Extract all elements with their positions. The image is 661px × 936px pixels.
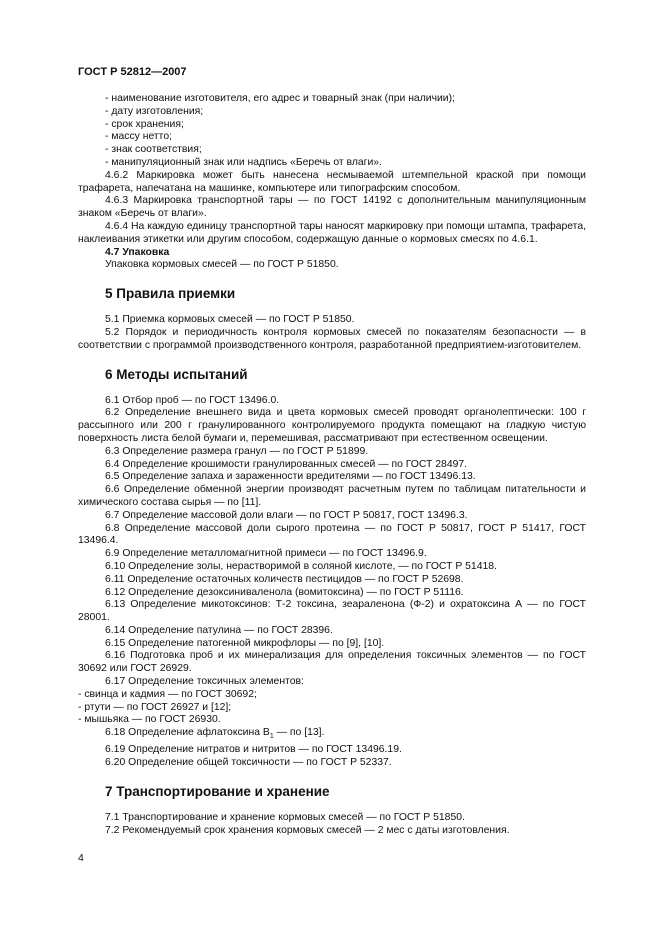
paragraph-6-13: 6.13 Определение микотоксинов: Т-2 токсина, зеараленона (Ф-2) и охратоксина А — по ГОСТ 28001. (78, 599, 586, 624)
paragraph-6-18-text: 6.18 Определение афлатоксина B (105, 727, 270, 739)
paragraph-6-16: 6.16 Подготовка проб и их минерализация для определения токсичных элементов — по ГОСТ 30692 или ГОСТ 26929. (78, 650, 586, 675)
paragraph-6-1: 6.1 Отбор проб — по ГОСТ 13496.0. (105, 394, 280, 406)
subsection-heading-4-7: 4.7 Упаковка (105, 246, 170, 258)
list-item: - ртути — по ГОСТ 26927 и [12]; (78, 701, 232, 713)
paragraph-6-4: 6.4 Определение крошимости гранулированных смесей — по ГОСТ 28497. (105, 458, 468, 470)
paragraph-6-14: 6.14 Определение патулина — по ГОСТ 28396. (105, 624, 333, 636)
paragraph-6-17: 6.17 Определение токсичных элементов: (105, 676, 304, 688)
paragraph-6-12: 6.12 Определение дезоксиниваленола (вомитоксина) — по ГОСТ Р 51116. (105, 586, 464, 598)
section-heading-6: 6 Методы испытаний (105, 366, 248, 382)
page-number: 4 (78, 853, 84, 864)
paragraph-6-20: 6.20 Определение общей токсичности — по ГОСТ Р 52337. (105, 756, 392, 768)
paragraph-4-7: Упаковка кормовых смесей — по ГОСТ Р 51850. (105, 259, 339, 271)
paragraph-6-2: 6.2 Определение внешнего вида и цвета кормовых смесей проводят органолептически: 100 г рассыпного или 200 г гранулированного контролируемого продукта помещают на гладкую чистую поверхность листа белой бумаги и, перемешивая, рассматривают при естественном освещении. (78, 407, 586, 444)
section-heading-7: 7 Транспортирование и хранение (105, 783, 330, 799)
paragraph-4-6-2: 4.6.2 Маркировка может быть нанесена несмываемой штемпельной краской при помощи трафарета, напечатана на машинке, компьютере или типографским способом. (78, 169, 586, 194)
paragraph-6-6: 6.6 Определение обменной энергии производят расчетным путем по таблицам питательности и химического состава сырья — по [11]. (78, 484, 586, 508)
paragraph-4-6-4: 4.6.4 На каждую единицу транспортной тары наносят маркировку при помощи штампа, трафарета, наклеивания этикетки или другим способом, содержащую данные о кормовых смесях по 4.6.1. (78, 220, 586, 245)
paragraph-6-18 (78, 727, 586, 744)
paragraph-6-9: 6.9 Определение металломагнитной примеси — по ГОСТ 13496.9. (105, 548, 427, 560)
paragraph-5-1: 5.1 Приемка кормовых смесей — по ГОСТ Р 51850. (105, 314, 355, 326)
paragraph-6-15: 6.15 Определение патогенной микрофлоры — по [9], [10]. (105, 637, 385, 649)
paragraph-6-10: 6.10 Определение золы, нерастворимой в соляной кислоте, — по ГОСТ Р 51418. (105, 560, 497, 572)
section-heading-5: 5 Правила приемки (105, 286, 236, 302)
paragraph-5-2: 5.2 Порядок и периодичность контроля кормовых смесей по показателям безопасности — в соответствии с программой производственного контроля, разработанной предприятием-изготовителем. (78, 326, 586, 351)
list-item: - манипуляционный знак или надпись «Беречь от влаги». (105, 156, 382, 168)
paragraph-7-1: 7.1 Транспортирование и хранение кормовых смесей — по ГОСТ Р 51850. (105, 811, 465, 823)
list-item: - массу нетто; (105, 131, 172, 143)
paragraph-6-5: 6.5 Определение запаха и зараженности вредителями — по ГОСТ 13496.13. (105, 471, 476, 483)
paragraph-6-3: 6.3 Определение размера гранул — по ГОСТ Р 51899. (105, 445, 369, 457)
paragraph-6-11: 6.11 Определение остаточных количеств пестицидов — по ГОСТ Р 52698. (105, 573, 464, 585)
list-item: - мышьяка — по ГОСТ 26930. (78, 714, 221, 726)
list-item: - свинца и кадмия — по ГОСТ 30692; (78, 688, 257, 700)
paragraph-6-8: 6.8 Определение массовой доли сырого протеина — по ГОСТ Р 50817, ГОСТ Р 51417, ГОСТ 13496.4. (78, 522, 586, 547)
list-item: - наименование изготовителя, его адрес и товарный знак (при наличии); (105, 93, 455, 104)
paragraph-7-2: 7.2 Рекомендуемый срок хранения кормовых смесей — 2 мес с даты изготовления. (105, 824, 510, 836)
list-item: - срок хранения; (105, 118, 184, 130)
subscript: 1 (269, 733, 274, 741)
paragraph-6-7: 6.7 Определение массовой доли влаги — по ГОСТ Р 50817, ГОСТ 13496.3. (105, 509, 468, 521)
paragraph-4-6-3: 4.6.3 Маркировка транспортной тары — по ГОСТ 14192 с дополнительным манипуляционным знаком «Беречь от влаги». (78, 195, 586, 220)
paragraph-6-19: 6.19 Определение нитратов и нитритов — по ГОСТ 13496.19. (105, 744, 402, 756)
paragraph-6-18-ref: — по [13]. (273, 727, 325, 739)
list-item: - дату изготовления; (105, 105, 204, 117)
document-header: ГОСТ Р 52812—2007 (78, 66, 187, 78)
list-item: - знак соответствия; (105, 144, 202, 156)
page-content (78, 93, 586, 837)
